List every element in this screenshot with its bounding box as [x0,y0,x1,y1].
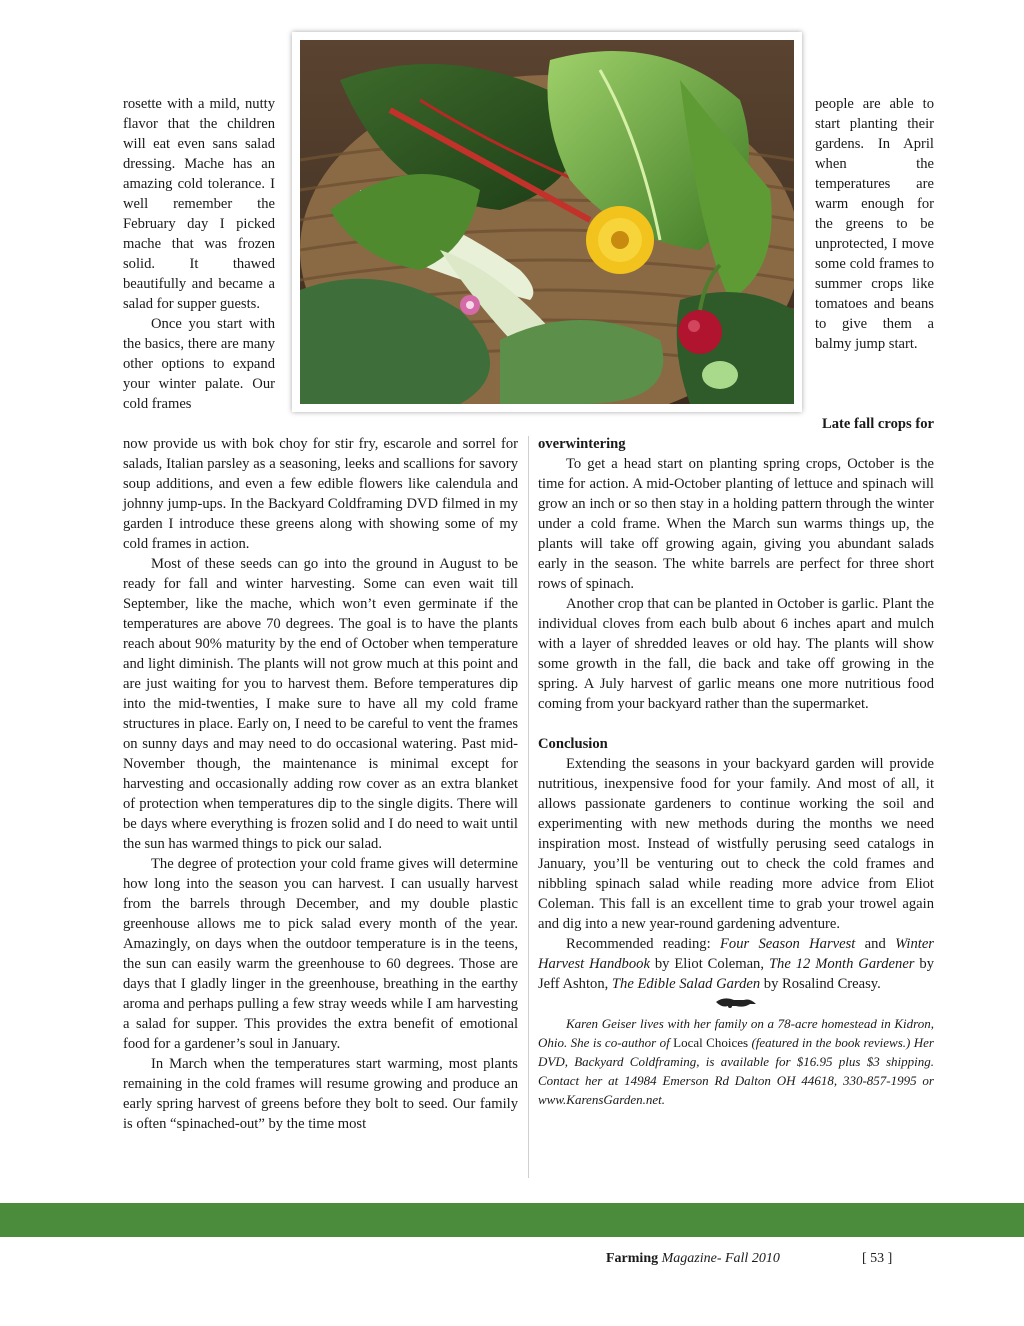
paragraph: To get a head start on planting spring crops, October is the time for action. A mid-October planting of lettuce and spinach will grow an inch or so then stay in a holding pattern through the winter under a cold frame. When the March sun warms things up, the plants will take off growing again, giving you abundant salads early in the season. The white barrels are perfect for three short rows of spinach. [538,456,934,592]
paragraph: now provide us with bok choy for stir fry, escarole and sorrel for salads, Italian parsley as a seasoning, leeks and scallions for savory soup additions, and even a few edible flowers like calendula and johnny jump-ups. In the Backyard Coldframing DVD filmed in my garden I introduce these greens along with showing some of my cold frames in action. [123,436,518,552]
author-bio [538,1014,934,1109]
column-divider [528,436,529,1178]
column-wide-left [123,434,518,1134]
paragraph: Once you start with the basics, there are many other options to expand your winter palate. Our cold frames [123,316,275,412]
text-fragment: and [855,936,896,952]
book-title: Four Season Harvest [719,936,856,952]
paragraph: Another crop that can be planted in October is garlic. Plant the individual cloves from each bulb about 6 inches apart and mulch with a layer of shredded leaves or old hay. The plants will show some growth in the fall, die back and take off growing in the spring. A July harvest of garlic means one more nutritious food coming from your backyard rather than the supermarket. [538,596,934,712]
bio-text: Karen Geiser lives with her family on a 78-acre homestead in Kidron, Ohio. She is co-author of [538,1016,934,1050]
recommended-reading [538,934,934,994]
bio-text: (featured in the book reviews.) Her DVD, Backyard Coldframing, is available for $16.95 plus $3 shipping. Contact her at 14984 Emerson Rd Dalton OH 44618, 330-857-1995 or www.KarensGarden.net. [538,1035,934,1107]
photo-frame [292,32,802,412]
book-title-local-choices: Local Choices [673,1035,749,1050]
page-number: [ 53 ] [862,1251,893,1266]
section-heading-late-fall: Late fall crops for [822,416,934,432]
book-title: The 12 Month Gardener [768,956,915,972]
vegetable-basket-photo [300,40,794,404]
paragraph: In March when the temperatures start warming, most plants remaining in the cold frames will resume growing and produce an early spring harvest of greens before they bolt to seed. Our family is often “spinached-out” by the time most [123,1056,518,1132]
footer-band [0,1203,1024,1237]
paragraph: Extending the seasons in your backyard garden will provide nutritious, inexpensive food for your family. And most of all, it allows passionate gardeners to continue working the soil and experimenting with new methods during the months we need inspiration most. Instead of wistfully perusing seed catalogs in January, you’ll be venturing out to check the cold frames and nibbling spinach salad while reading more advice from Eliot Coleman. This fall is an excellent time to grab your trowel again and dig into a new year-round gardening adventure. [538,756,934,932]
column-wide-right [538,434,934,1109]
plow-ornament-icon [714,994,758,1010]
recommended-reading-lead: Recommended reading: [566,936,720,952]
column-narrow-left [123,94,275,414]
book-title: The Edible Salad Garden [611,976,761,992]
magazine-name: Farming [606,1251,659,1266]
paragraph: Most of these seeds can go into the ground in August to be ready for fall and winter harvesting. Some can even wait till September, like the mache, which won’t even germinate if the temperatures are above 70 degrees. The goal is to have the plants reach about 90% maturity by the end of October when temperature and light diminish. The plants will not grow much at this point and are just waiting for you to harvest them. Before temperatures dip into the mid-twenties, I make sure to have all my cold frame structures in place. Early on, I need to be careful to vent the frames on sunny days and may need to do occasional watering. Past mid-November though, the maintenance is minimal except for harvesting and occasionally adding row cover as an extra blanket of protection when temperatures dip to the single digits. There will be days where everything is frozen solid and I do need to wait until the sun has warmed things to pick our salad. [123,556,518,852]
section-heading-overwintering: overwintering [538,436,626,452]
book-title: Winter Harvest Handbook [538,936,934,972]
column-narrow-right [815,94,934,354]
footer-magazine-title [606,1250,780,1268]
section-heading-conclusion: Conclusion [538,736,608,752]
issue-label: Magazine- Fall 2010 [658,1251,780,1266]
paragraph: The degree of protection your cold frame gives will determine how long into the season you can harvest. I can usually harvest from the barrels through December, and my double plastic greenhouse allows me to pick salad every month of the year. Amazingly, on days when the outdoor temperature is in the teens, the sun can easily warm the greenhouse to 60 degrees. Those are days that I gladly linger in the greenhouse, breathing in the earthy aroma and perhaps pulling a few stray weeds while I am harvesting a salad for supper. This provides the extra benefit of emotional food for a gardener’s soul in January. [123,856,518,1052]
text-fragment: by Eliot Coleman, [649,956,769,972]
text-fragment: by Jeff Ashton, [538,956,935,992]
text-fragment: by Rosalind Creasy. [760,976,881,992]
paragraph: rosette with a mild, nutty flavor that the children will eat even sans salad dressing. Mache has an amazing cold tolerance. I well remember the February day I picked mache that was frozen solid. It thawed beautifully and became a salad for supper guests. [123,96,275,312]
paragraph: people are able to start planting their gardens. In April when the temperatures are warm enough for the greens to be unprotected, I move some cold frames to summer crops like tomatoes and beans to give them a balmy jump start. [815,96,934,352]
